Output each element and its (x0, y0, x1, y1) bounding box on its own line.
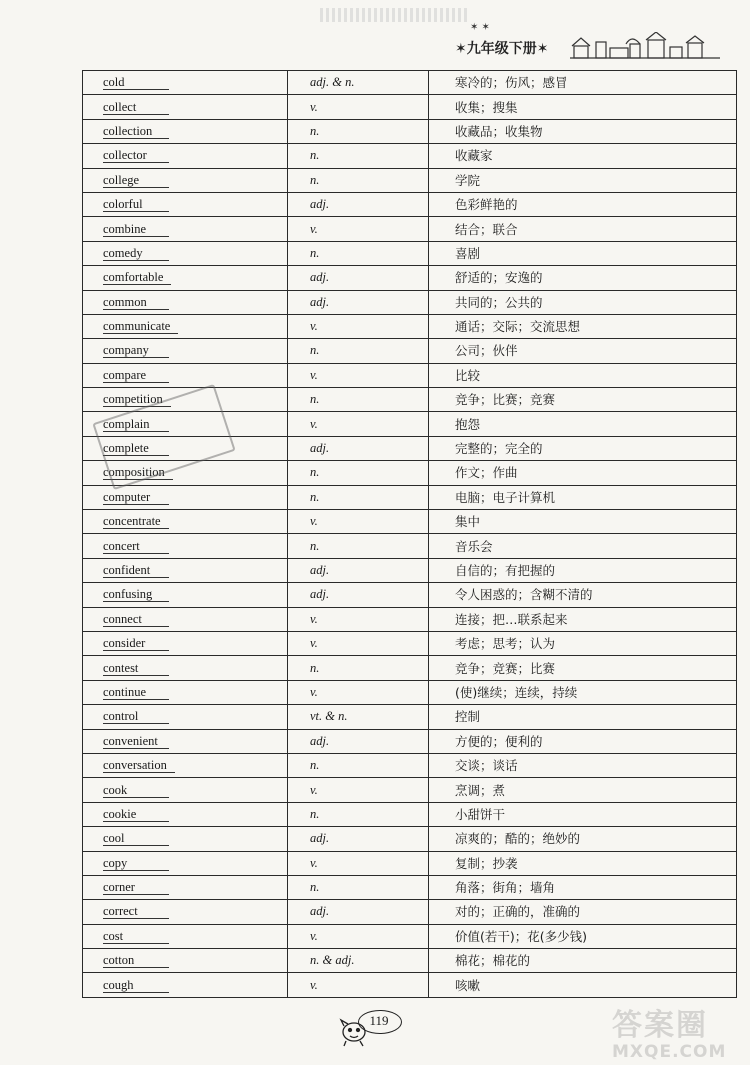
word-text: contest (103, 661, 169, 676)
word-text: cook (103, 783, 169, 798)
watermark-en: MXQE.COM (612, 1042, 727, 1062)
word-cell (83, 363, 288, 387)
word-text: consider (103, 636, 169, 651)
meaning-cell: 方便的；便利的 (429, 729, 737, 753)
word-cell (83, 875, 288, 899)
meaning-cell: 完整的；完全的 (429, 436, 737, 460)
word-text: comfortable (103, 270, 171, 285)
word-cell (83, 802, 288, 826)
part-of-speech-cell: v. (288, 680, 429, 704)
meaning-cell: 学院 (429, 168, 737, 192)
part-of-speech-cell: adj. (288, 436, 429, 460)
part-of-speech-cell: v. (288, 607, 429, 631)
part-of-speech-cell: n. (288, 656, 429, 680)
meaning-cell: 收藏品；收集物 (429, 119, 737, 143)
vocabulary-table-body (83, 71, 737, 998)
table-row (83, 363, 737, 387)
table-row (83, 95, 737, 119)
word-text: collection (103, 124, 169, 139)
meaning-cell: 色彩鲜艳的 (429, 192, 737, 216)
grade-text: 九年级下册 (466, 41, 537, 57)
word-text: confident (103, 563, 169, 578)
table-row (83, 119, 737, 143)
meaning-cell: 作文；作曲 (429, 461, 737, 485)
word-cell (83, 827, 288, 851)
table-row (83, 705, 737, 729)
word-cell (83, 949, 288, 973)
meaning-cell: 竞争；竞赛；比赛 (429, 656, 737, 680)
word-text: competition (103, 392, 171, 407)
meaning-cell: 自信的；有把握的 (429, 558, 737, 582)
word-cell (83, 729, 288, 753)
meaning-cell: 控制 (429, 705, 737, 729)
meaning-cell: 比较 (429, 363, 737, 387)
watermark-cn: 答案圈 (612, 1008, 708, 1043)
word-text: cough (103, 978, 169, 993)
word-text: cookie (103, 807, 169, 822)
meaning-cell: 通话；交际；交流思想 (429, 314, 737, 338)
word-cell (83, 144, 288, 168)
table-row (83, 607, 737, 631)
word-text: compare (103, 368, 169, 383)
part-of-speech-cell: adj. (288, 827, 429, 851)
table-row (83, 168, 737, 192)
table-row (83, 900, 737, 924)
meaning-cell: 令人困惑的；含糊不清的 (429, 583, 737, 607)
word-text: concentrate (103, 514, 169, 529)
word-cell (83, 314, 288, 338)
meaning-cell: 连接；把…联系起来 (429, 607, 737, 631)
table-row (83, 753, 737, 777)
part-of-speech-cell: adj. (288, 900, 429, 924)
table-row (83, 558, 737, 582)
word-cell (83, 753, 288, 777)
word-text: collect (103, 100, 169, 115)
table-row (83, 949, 737, 973)
table-row (83, 485, 737, 509)
table-row (83, 144, 737, 168)
meaning-cell: 凉爽的；酷的；绝妙的 (429, 827, 737, 851)
star-decoration-icon: ✶ ✶ (470, 22, 490, 33)
word-text: copy (103, 856, 169, 871)
meaning-cell: 集中 (429, 510, 737, 534)
word-text: continue (103, 685, 169, 700)
meaning-cell: 竞争；比赛；竞赛 (429, 388, 737, 412)
page-number (342, 1008, 402, 1038)
word-text: complain (103, 417, 169, 432)
part-of-speech-cell: n. (288, 802, 429, 826)
meaning-cell: 结合；联合 (429, 217, 737, 241)
meaning-cell: 音乐会 (429, 534, 737, 558)
part-of-speech-cell: n. & adj. (288, 949, 429, 973)
word-text: communicate (103, 319, 178, 334)
table-row (83, 778, 737, 802)
part-of-speech-cell: v. (288, 851, 429, 875)
word-text: convenient (103, 734, 169, 749)
word-text: connect (103, 612, 169, 627)
vocabulary-table (82, 70, 737, 998)
word-cell (83, 217, 288, 241)
part-of-speech-cell: v. (288, 314, 429, 338)
meaning-cell: 舒适的；安逸的 (429, 266, 737, 290)
table-row (83, 875, 737, 899)
meaning-cell: 共同的；公共的 (429, 290, 737, 314)
table-row (83, 973, 737, 997)
part-of-speech-cell: n. (288, 461, 429, 485)
table-row (83, 583, 737, 607)
word-cell (83, 95, 288, 119)
word-text: company (103, 343, 169, 358)
table-row (83, 827, 737, 851)
meaning-cell: 交谈；谈话 (429, 753, 737, 777)
part-of-speech-cell: adj. & n. (288, 71, 429, 95)
word-text: common (103, 295, 169, 310)
word-cell (83, 705, 288, 729)
word-text: comedy (103, 246, 169, 261)
word-text: cost (103, 929, 169, 944)
word-text: corner (103, 880, 169, 895)
page-number-text: 119 (369, 1013, 389, 1028)
word-cell (83, 71, 288, 95)
word-cell (83, 778, 288, 802)
part-of-speech-cell: n. (288, 753, 429, 777)
part-of-speech-cell: v. (288, 412, 429, 436)
table-row (83, 290, 737, 314)
part-of-speech-cell: n. (288, 241, 429, 265)
meaning-cell: 棉花；棉花的 (429, 949, 737, 973)
word-cell (83, 119, 288, 143)
part-of-speech-cell: v. (288, 363, 429, 387)
table-row (83, 851, 737, 875)
meaning-cell: 收集；搜集 (429, 95, 737, 119)
table-row (83, 314, 737, 338)
word-text: collector (103, 148, 169, 163)
part-of-speech-cell: adj. (288, 558, 429, 582)
part-of-speech-cell: v. (288, 778, 429, 802)
word-cell (83, 339, 288, 363)
word-cell (83, 266, 288, 290)
meaning-cell: 考虑；思考；认为 (429, 631, 737, 655)
town-skyline-icon (570, 32, 720, 60)
scan-header-noise (320, 8, 470, 22)
word-text: colorful (103, 197, 169, 212)
meaning-cell: 抱怨 (429, 412, 737, 436)
part-of-speech-cell: n. (288, 875, 429, 899)
part-of-speech-cell: v. (288, 510, 429, 534)
grade-label (455, 38, 548, 58)
table-row (83, 241, 737, 265)
part-of-speech-cell: n. (288, 119, 429, 143)
meaning-cell: 价值(若干)；花(多少钱) (429, 924, 737, 948)
part-of-speech-cell: n. (288, 388, 429, 412)
part-of-speech-cell: adj. (288, 192, 429, 216)
word-text: control (103, 709, 169, 724)
word-cell (83, 168, 288, 192)
word-cell (83, 656, 288, 680)
table-row (83, 192, 737, 216)
part-of-speech-cell: v. (288, 924, 429, 948)
word-cell (83, 534, 288, 558)
word-text: computer (103, 490, 169, 505)
part-of-speech-cell: n. (288, 339, 429, 363)
meaning-cell: 收藏家 (429, 144, 737, 168)
meaning-cell: 角落；街角；墙角 (429, 875, 737, 899)
watermark (612, 1000, 750, 1065)
word-text: cold (103, 75, 169, 90)
word-text: complete (103, 441, 169, 456)
word-cell (83, 900, 288, 924)
word-text: concert (103, 539, 169, 554)
word-text: college (103, 173, 169, 188)
part-of-speech-cell: adj. (288, 266, 429, 290)
meaning-cell: 咳嗽 (429, 973, 737, 997)
word-text: confusing (103, 587, 169, 602)
part-of-speech-cell: v. (288, 217, 429, 241)
table-row (83, 71, 737, 95)
meaning-cell: 喜剧 (429, 241, 737, 265)
star-icon: ✶ (536, 41, 549, 57)
table-row (83, 680, 737, 704)
meaning-cell: 小甜饼干 (429, 802, 737, 826)
word-cell (83, 510, 288, 534)
part-of-speech-cell: v. (288, 95, 429, 119)
word-cell (83, 973, 288, 997)
table-row (83, 534, 737, 558)
meaning-cell: 公司；伙伴 (429, 339, 737, 363)
part-of-speech-cell: adj. (288, 583, 429, 607)
word-cell (83, 631, 288, 655)
table-row (83, 924, 737, 948)
word-cell (83, 583, 288, 607)
table-row (83, 802, 737, 826)
table-row (83, 217, 737, 241)
word-cell (83, 680, 288, 704)
word-text: correct (103, 904, 169, 919)
part-of-speech-cell: vt. & n. (288, 705, 429, 729)
table-row (83, 339, 737, 363)
table-row (83, 510, 737, 534)
table-row (83, 656, 737, 680)
word-text: combine (103, 222, 169, 237)
part-of-speech-cell: adj. (288, 729, 429, 753)
word-cell (83, 851, 288, 875)
meaning-cell: 电脑；电子计算机 (429, 485, 737, 509)
part-of-speech-cell: n. (288, 168, 429, 192)
word-text: cotton (103, 953, 169, 968)
word-cell (83, 241, 288, 265)
meaning-cell: (使)继续；连续，持续 (429, 680, 737, 704)
meaning-cell: 对的；正确的，准确的 (429, 900, 737, 924)
table-row (83, 266, 737, 290)
table-row (83, 631, 737, 655)
part-of-speech-cell: adj. (288, 290, 429, 314)
word-cell (83, 192, 288, 216)
word-text: conversation (103, 758, 175, 773)
word-cell (83, 290, 288, 314)
part-of-speech-cell: v. (288, 631, 429, 655)
part-of-speech-cell: n. (288, 485, 429, 509)
word-cell (83, 607, 288, 631)
word-cell (83, 558, 288, 582)
star-icon: ✶ (455, 41, 467, 57)
meaning-cell: 寒冷的；伤风；感冒 (429, 71, 737, 95)
table-row (83, 729, 737, 753)
part-of-speech-cell: n. (288, 144, 429, 168)
word-text: composition (103, 465, 173, 480)
word-cell (83, 924, 288, 948)
meaning-cell: 烹调；煮 (429, 778, 737, 802)
part-of-speech-cell: n. (288, 534, 429, 558)
meaning-cell: 复制；抄袭 (429, 851, 737, 875)
part-of-speech-cell: v. (288, 973, 429, 997)
word-text: cool (103, 831, 169, 846)
